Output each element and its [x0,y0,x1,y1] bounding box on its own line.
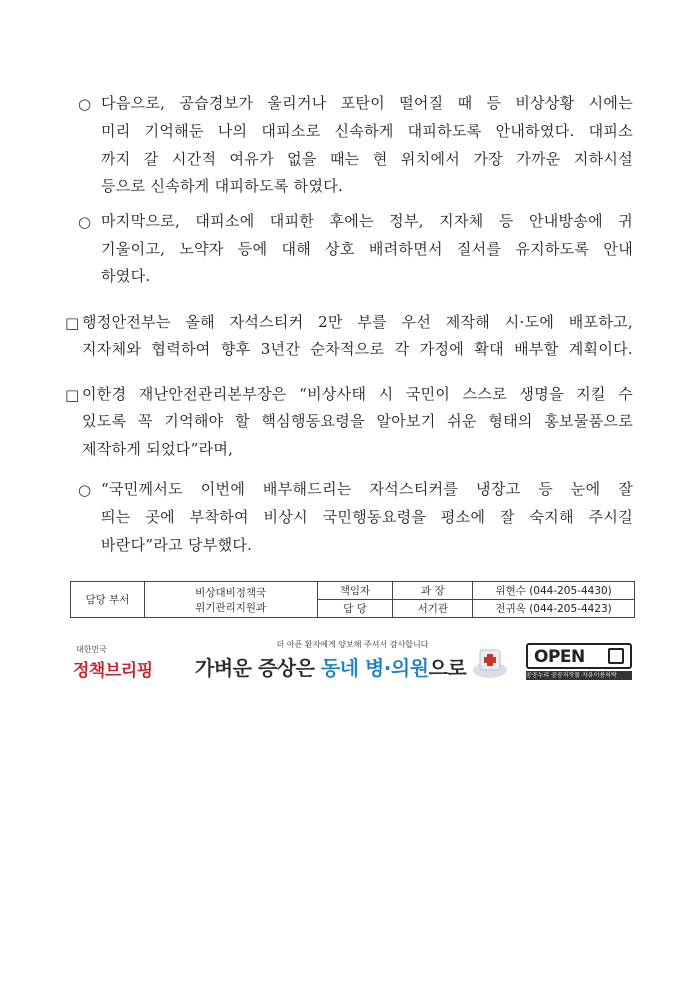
open-label: OPEN [534,647,585,667]
banner-text: 으로 [428,656,467,680]
contact-table [70,581,635,618]
circle-bullet: ○ [78,213,92,231]
logo-title: 정책브리핑 [73,661,153,681]
dept-line: 비상대비정책국 [195,586,267,599]
open-subtitle: 공공누리 공공저작물 자유이용허락 [526,671,632,680]
banner-headline [195,652,466,681]
banner-text: 가벼운 증상은 [195,656,321,680]
policy-briefing-logo[interactable] [73,644,153,680]
square-bullet: □ [65,386,80,404]
paragraph-line: 다음으로, 공습경보가 울리거나 포탄이 떨어질 때 등 비상상황 시에는 [101,94,633,112]
logo-subtitle: 대한민국 [76,645,107,654]
paragraph-line: 띄는 곳에 부착하여 비상시 국민행동요령을 평소에 잘 숙지해 주시길 [101,508,633,526]
paragraph-line: 까지 갈 시간적 여유가 없을 때는 현 위치에서 가장 가까운 지하시설 [101,150,633,168]
paragraph-line: 행정안전부는 올해 자석스티커 2만 부를 우선 제작해 시·도에 배포하고, [82,313,633,331]
paragraph-line: 제작하게 되었다”라며, [82,440,234,458]
paragraph-line: 지자체와 협력하여 향후 3년간 순차적으로 각 가정에 확대 배부할 계획이다. [82,340,633,358]
paragraph-line: 하였다. [101,267,151,285]
attribution-icon [608,648,624,664]
kogl-open-badge[interactable] [526,643,632,685]
footer [0,636,700,686]
paragraph-line: 등으로 신속하게 대피하도록 하였다. [101,177,344,195]
campaign-banner[interactable] [195,636,510,682]
role-cell: 담 당 [317,600,393,618]
dept-line: 위기관리지원과 [195,601,267,614]
person-cell: 전귀옥 (044-205-4423) [473,600,635,618]
banner-subtitle: 더 아픈 환자에게 양보해 주셔서 감사합니다 [276,640,429,649]
circle-bullet: ○ [78,481,92,499]
circle-bullet: ○ [78,95,92,113]
dept-name [144,582,317,618]
paragraph-line: 기울이고, 노약자 등에 대해 상호 배려하면서 질서를 유지하도록 안내 [101,240,633,258]
paragraph-line: 이한경 재난안전관리본부장은 “비상사태 시 국민이 스스로 생명을 지킬 수 [82,385,633,403]
square-bullet: □ [65,314,80,332]
role-cell: 책임자 [317,582,393,600]
paragraph-line: 미리 기억해둔 나의 대피소로 신속하게 대피하도록 안내하였다. 대피소 [101,122,633,140]
title-cell: 서기관 [393,600,473,618]
hospital-icon [466,644,508,680]
title-cell: 과 장 [393,582,473,600]
banner-highlight: 동네 병·의원 [320,656,429,680]
dept-label: 담당 부서 [71,582,145,618]
paragraph-line: 바란다”라고 당부했다. [101,536,253,554]
paragraph-line: “국민께서도 이번에 배부해드리는 자석스티커를 냉장고 등 눈에 잘 [101,480,633,498]
open-badge-frame [526,643,632,669]
person-cell: 위현수 (044-205-4430) [473,582,635,600]
paragraph-line: 있도록 꼭 기억해야 할 핵심행동요령을 알아보기 쉬운 형태의 홍보물품으로 [82,412,633,430]
paragraph-line: 마지막으로, 대피소에 대피한 후에는 정부, 지자체 등 안내방송에 귀 [101,212,633,230]
